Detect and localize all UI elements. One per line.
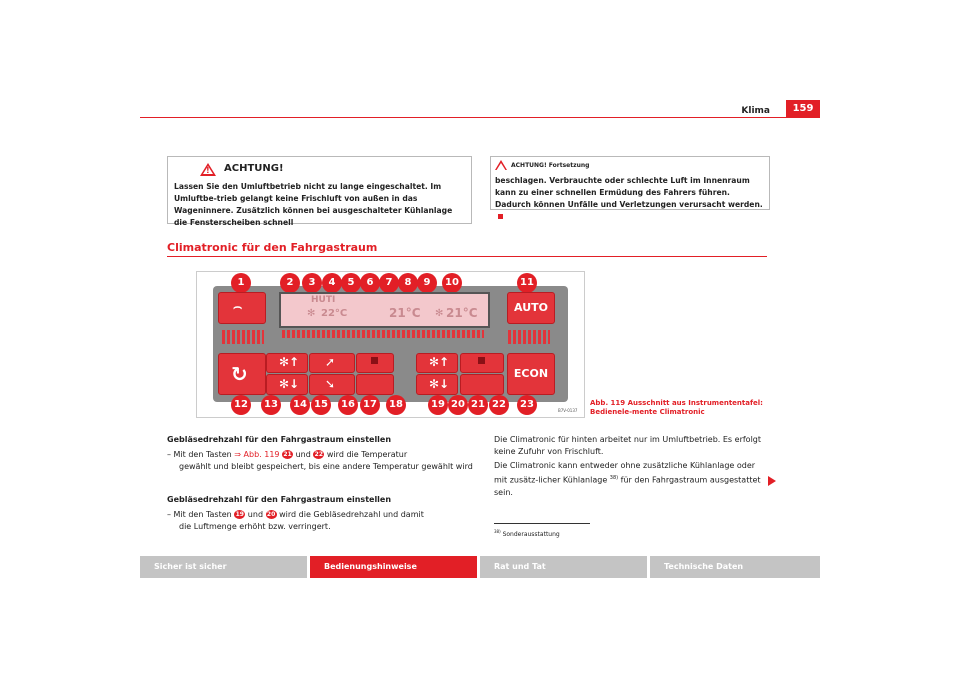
warning-box-right — [490, 156, 770, 210]
fan-up-icon: ✻↑ — [429, 355, 450, 369]
callout-4: 4 — [322, 273, 342, 293]
callout-19: 19 — [428, 395, 448, 415]
callout-22: 22 — [489, 395, 509, 415]
callout-8: 8 — [398, 273, 418, 293]
lcd-display — [279, 292, 490, 328]
seat-airflow-icon: ➚ — [325, 355, 336, 369]
warning-triangle-icon — [495, 160, 507, 170]
callout-9: 9 — [417, 273, 437, 293]
end-marker-icon — [498, 214, 503, 219]
callout-13: 13 — [261, 395, 281, 415]
button-ref-20: 20 — [266, 511, 276, 518]
continue-arrow-icon — [768, 476, 776, 486]
vent-grille-center — [282, 330, 484, 338]
econ-button[interactable] — [507, 353, 555, 395]
fan-up-right-button[interactable] — [416, 353, 458, 373]
fan-down-right-button[interactable] — [416, 374, 458, 395]
footer-tab-rat[interactable]: Rat und Tat — [480, 556, 647, 578]
fan-down-left-button[interactable] — [266, 374, 308, 395]
paragraph-1: Die Climatronic für hinten arbeitet nur im Umluftbetrieb. Es erfolgt keine Zufuhr von Frischluft. — [494, 435, 762, 456]
recirculation-button[interactable] — [218, 353, 266, 395]
callout-21: 21 — [468, 395, 488, 415]
square-icon — [478, 357, 485, 364]
footer-tab-technik[interactable]: Technische Daten — [650, 556, 820, 578]
auto-label: AUTO — [514, 301, 548, 314]
air-dist-down-button[interactable] — [309, 374, 355, 395]
lcd-mid-temp: 21°C — [389, 306, 421, 320]
instruction-1-text: – Mit den Tasten — [167, 450, 235, 459]
chapter-title: Klima — [741, 106, 770, 116]
section-title: Climatronic für den Fahrgastraum — [167, 241, 378, 254]
button-ref-19: 19 — [235, 511, 244, 518]
figure-link[interactable]: ⇒ Abb. 119 — [234, 450, 280, 459]
instruction-1-rest: wird die Temperatur — [324, 450, 408, 459]
warning-title: ACHTUNG! — [224, 163, 284, 174]
paragraph-2 — [494, 460, 764, 499]
footnote-number: 38) — [494, 529, 501, 534]
econ-label: ECON — [513, 367, 549, 380]
warning-box-left — [167, 156, 472, 227]
callout-20: 20 — [448, 395, 468, 415]
temp-down-left-button[interactable] — [356, 374, 394, 395]
warning-title: ACHTUNG! Fortsetzung — [511, 162, 590, 169]
windscreen-defrost-icon: ⌢ — [233, 299, 243, 315]
instruction-2-text: – Mit den Tasten — [167, 510, 235, 519]
instruction-2 — [167, 509, 477, 533]
callout-7: 7 — [379, 273, 399, 293]
callout-2: 2 — [280, 273, 300, 293]
auto-button[interactable] — [507, 292, 555, 324]
page-number: 159 — [786, 100, 820, 118]
fan-icon: ✻ — [435, 308, 444, 319]
callout-16: 16 — [338, 395, 358, 415]
footer-tab-sicher[interactable]: Sicher ist sicher — [140, 556, 307, 578]
vent-grille-left — [222, 330, 264, 344]
footnote — [494, 529, 560, 538]
figure-caption: Abb. 119 Ausschnitt aus Instrumententafel: Bedienele-mente Climatronic — [590, 399, 763, 416]
instruction-1-mid: und — [293, 450, 314, 459]
square-icon — [371, 357, 378, 364]
vent-grille-right — [508, 330, 550, 344]
callout-18: 18 — [386, 395, 406, 415]
warning-text-content: beschlagen. Verbrauchte oder schlechte Luft im Innenraum kann zu einer schnellen Ermüdung des Fahrers führen. Dadurch können Unfälle und Verletzungen verursacht werden. — [495, 176, 763, 209]
button-ref-22: 22 — [314, 451, 324, 458]
callout-6: 6 — [360, 273, 380, 293]
button-ref-21: 21 — [283, 451, 292, 458]
callout-5: 5 — [341, 273, 361, 293]
footer-tab-bedienung[interactable]: Bedienungshinweise — [310, 556, 477, 578]
instruction-2-cont: die Luftmenge erhöht bzw. verringert. — [179, 522, 331, 531]
subheading-1: Gebläsedrehzahl für den Fahrgastraum einstellen — [167, 435, 392, 444]
instruction-2-rest: wird die Gebläsedrehzahl und damit — [276, 510, 424, 519]
instruction-1-cont: gewählt und bleibt gespeichert, bis eine andere Temperatur gewählt wird — [179, 462, 473, 471]
section-rule — [167, 256, 767, 257]
instruction-2-mid: und — [245, 510, 266, 519]
seat-airflow-icon: ➘ — [325, 377, 336, 391]
warning-text — [495, 175, 765, 223]
paragraph-2-rest: für den Fahrgastraum ausgestattet sein. — [494, 475, 761, 497]
fan-icon: ✻ — [307, 308, 316, 319]
callout-14: 14 — [290, 395, 310, 415]
warning-text: Lassen Sie den Umluftbetrieb nicht zu lange eingeschaltet. Im Umluftbe-trieb gelangt keine Frischluft von außen in das Wageninnere. Zusätzlich können bei ausgeschalteter Kühlanlage die Fensterscheiben schnell — [174, 182, 453, 227]
defrost-button[interactable] — [218, 292, 266, 324]
callout-17: 17 — [360, 395, 380, 415]
callout-23: 23 — [517, 395, 537, 415]
callout-3: 3 — [302, 273, 322, 293]
figure-id: B7V-0137 — [558, 408, 578, 413]
fan-down-icon: ✻↓ — [429, 377, 450, 391]
fan-down-icon: ✻↓ — [279, 377, 300, 391]
callout-1: 1 — [231, 273, 251, 293]
footnote-rule — [494, 523, 590, 524]
callout-12: 12 — [231, 395, 251, 415]
header-rule — [140, 117, 820, 118]
air-dist-up-button[interactable] — [309, 353, 355, 373]
callout-11: 11 — [517, 273, 537, 293]
lcd-right-temp: 21°C — [446, 306, 478, 320]
footnote-ref: 38) — [609, 475, 619, 481]
exclamation-icon: ! — [206, 166, 210, 175]
temp-up-left-button[interactable] — [356, 353, 394, 373]
fan-up-left-button[interactable] — [266, 353, 308, 373]
fan-up-icon: ✻↑ — [279, 355, 300, 369]
lcd-hint: HUTI — [311, 295, 336, 305]
temp-down-right-button[interactable] — [460, 374, 504, 395]
footnote-text: Sonderausstattung — [502, 531, 560, 538]
paragraph-2-text: Die Climatronic kann entweder ohne zusätzliche Kühlanlage oder mit zusätz-licher Kühlanlage — [494, 461, 756, 485]
subheading-2: Gebläsedrehzahl für den Fahrgastraum einstellen — [167, 495, 392, 504]
temp-up-right-button[interactable] — [460, 353, 504, 373]
lcd-left-temp: 22°C — [321, 308, 348, 319]
instruction-1 — [167, 449, 477, 473]
callout-15: 15 — [311, 395, 331, 415]
callout-10: 10 — [442, 273, 462, 293]
recirculation-icon: ↻ — [231, 362, 248, 386]
